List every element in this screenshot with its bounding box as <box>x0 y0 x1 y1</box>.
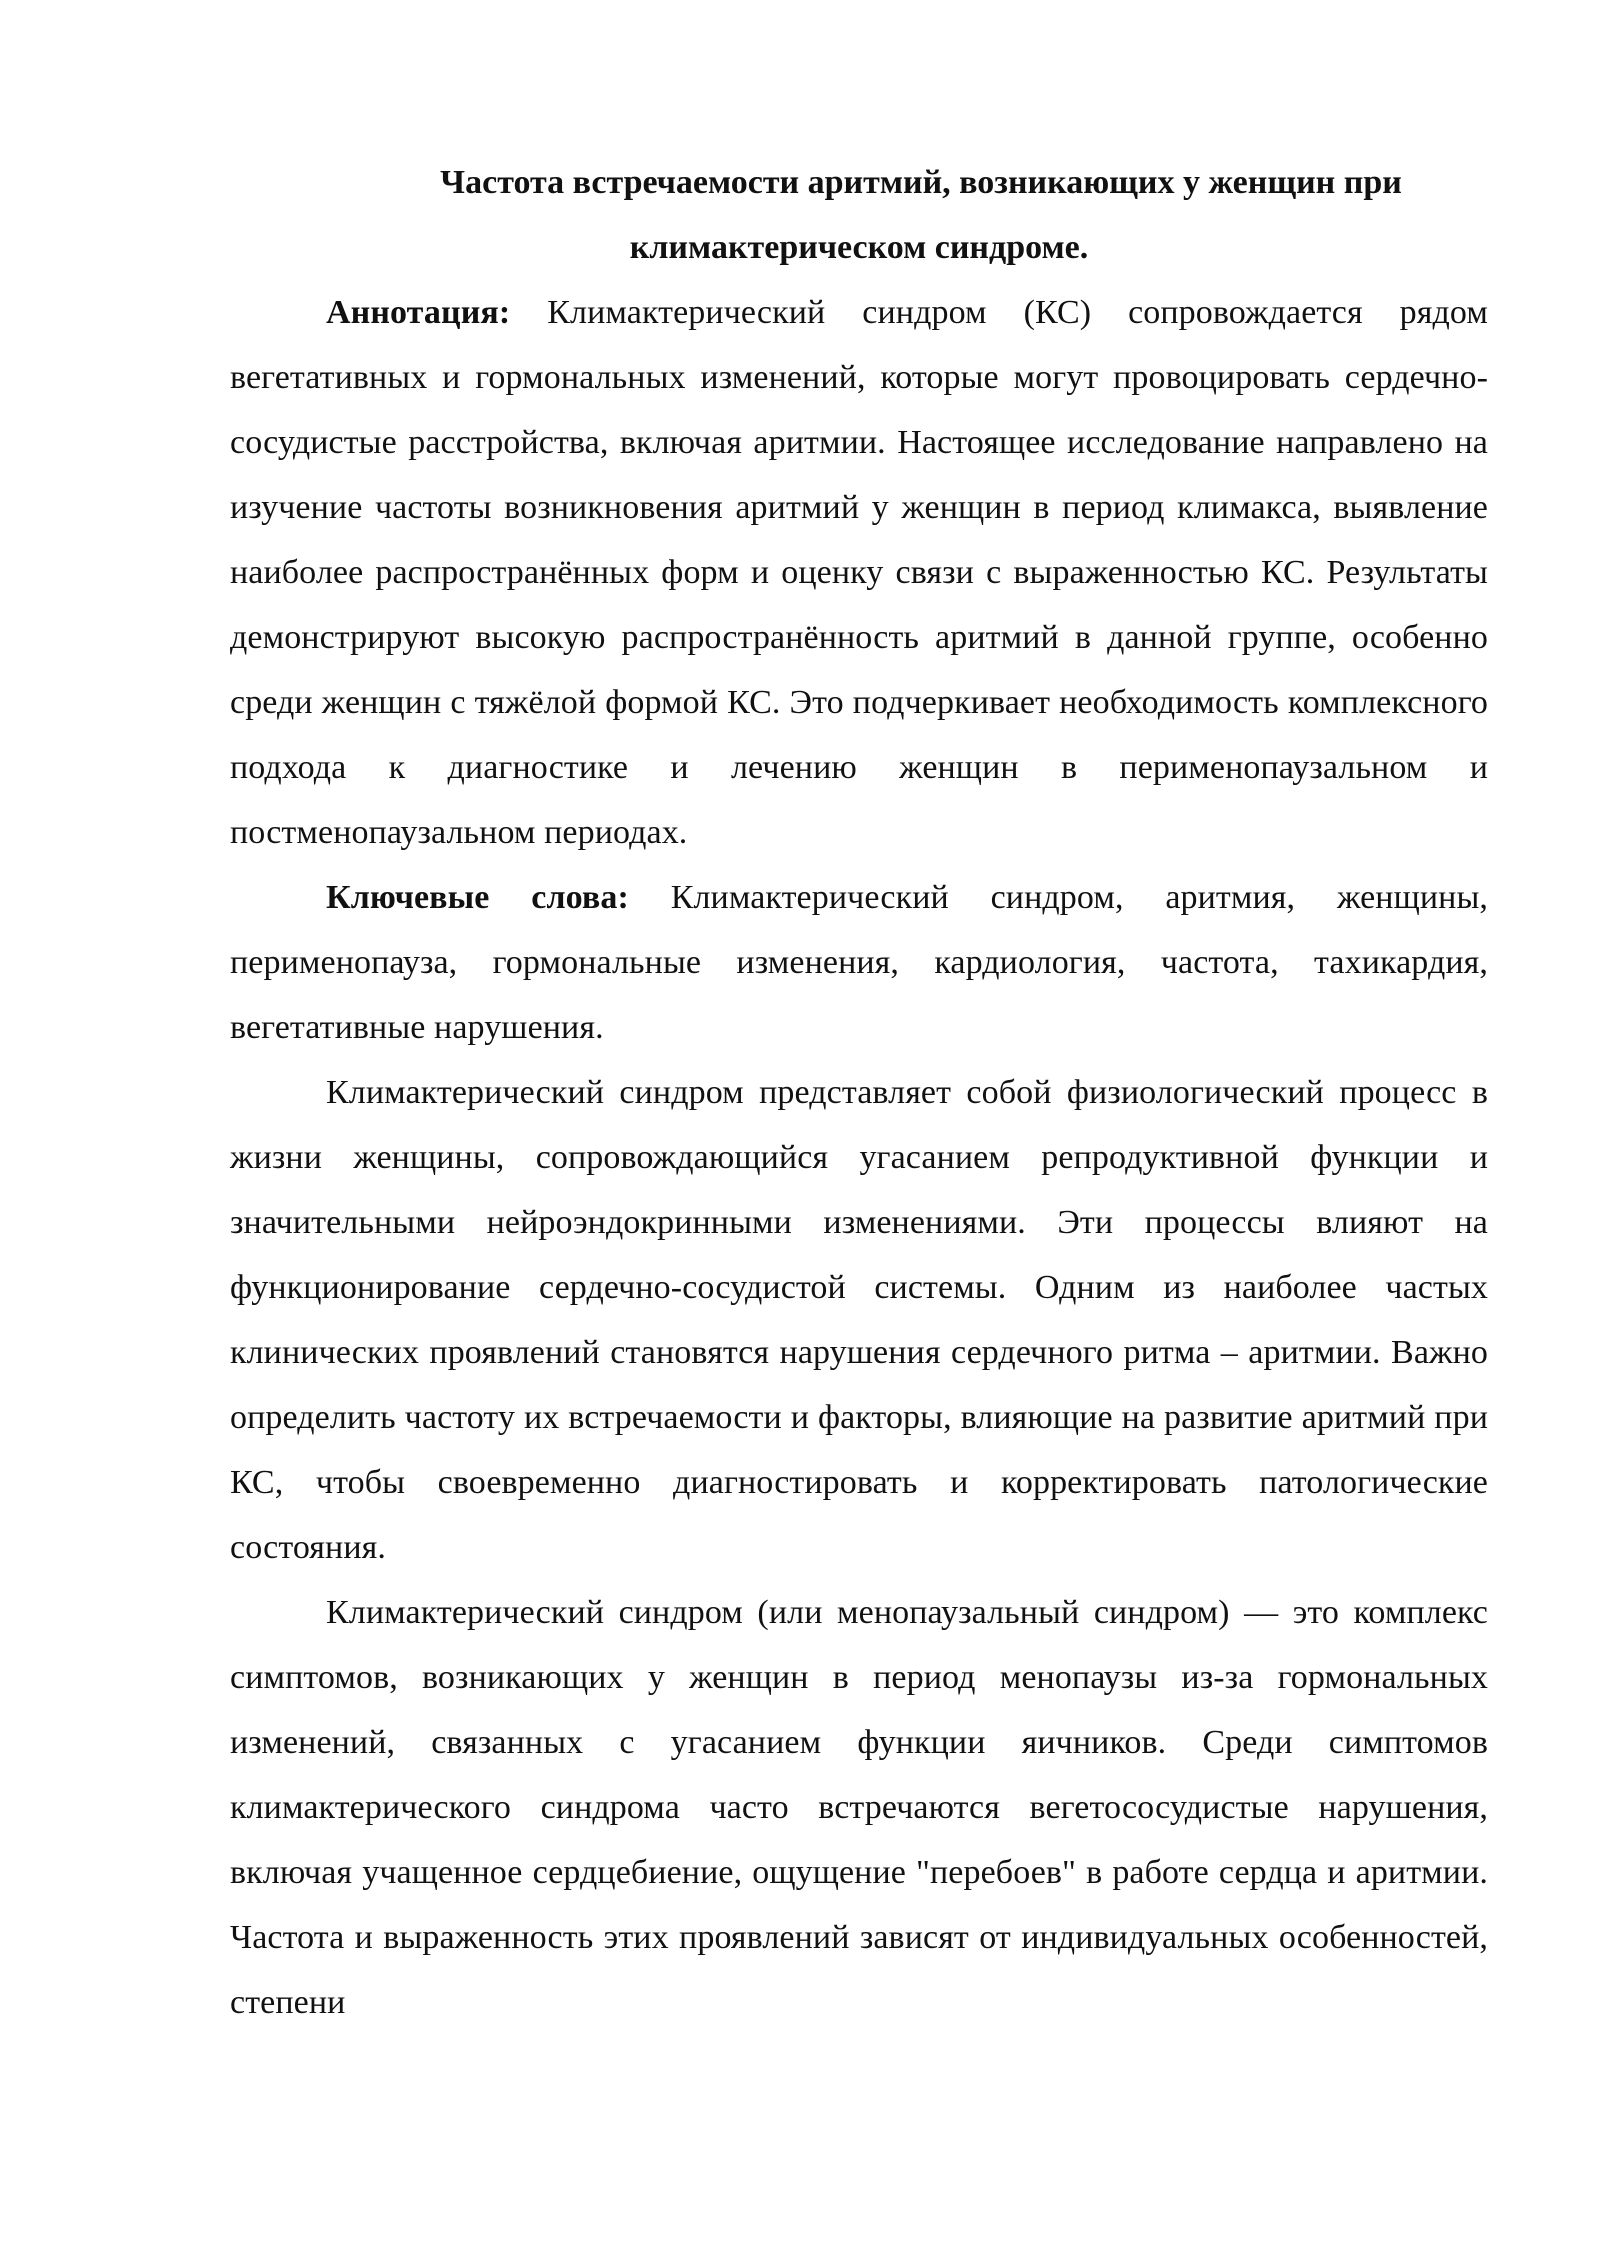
keywords-label: Ключевые слова: <box>326 879 629 916</box>
keywords-text: Климактерический синдром, аритмия, женщины, перименопауза, гормональные изменения, кардиология, частота, тахикардия, вегетативные нарушения. <box>230 879 1488 1046</box>
keywords-paragraph <box>230 865 1488 1060</box>
body-paragraph-1: Климактерический синдром представляет собой физиологический процесс в жизни женщины, сопровождающийся угасанием репродуктивной функции и значительными нейроэндокринными изменениями. Эти процессы влияют на функционирование сердечно-сосудистой системы. Одним из наиболее частых клинических проявлений становятся нарушения сердечного ритма – аритмии. Важно определить частоту их встречаемости и факторы, влияющие на развитие аритмий при КС, чтобы своевременно диагностировать и корректировать патологические состояния. <box>230 1074 1488 1566</box>
annotation-paragraph <box>230 280 1488 865</box>
annotation-label: Аннотация: <box>326 294 511 331</box>
document-title <box>230 150 1488 280</box>
body-paragraph-2: Климактерический синдром (или менопаузальный синдром) — это комплекс симптомов, возникающих у женщин в период менопаузы из-за гормональных изменений, связанных с угасанием функции яичников. Среди симптомов климактерического синдрома часто встречаются вегетососудистые нарушения, включая учащенное сердцебиение, ощущение "перебоев" в работе сердца и аритмии. Частота и выраженность этих проявлений зависят от индивидуальных особенностей, степени <box>230 1594 1488 2021</box>
title-line-1: Частота встречаемости аритмий, возникающих у женщин при <box>440 164 1402 201</box>
annotation-text: Климактерический синдром (КС) сопровождается рядом вегетативных и гормональных изменений, которые могут провоцировать сердечно-сосудистые расстройства, включая аритмии. Настоящее исследование направлено на изучение частоты возникновения аритмий у женщин в период климакса, выявление наиболее распространённых форм и оценку связи с выраженностью КС. Результаты демонстрируют высокую распространённость аритмий в данной группе, особенно среди женщин с тяжёлой формой КС. Это подчеркивает необходимость комплексного подхода к диагностике и лечению женщин в перименопаузальном и постменопаузальном периодах. <box>230 294 1488 851</box>
document-body <box>230 150 1488 2035</box>
title-line-2: климактерическом синдроме. <box>629 229 1089 266</box>
